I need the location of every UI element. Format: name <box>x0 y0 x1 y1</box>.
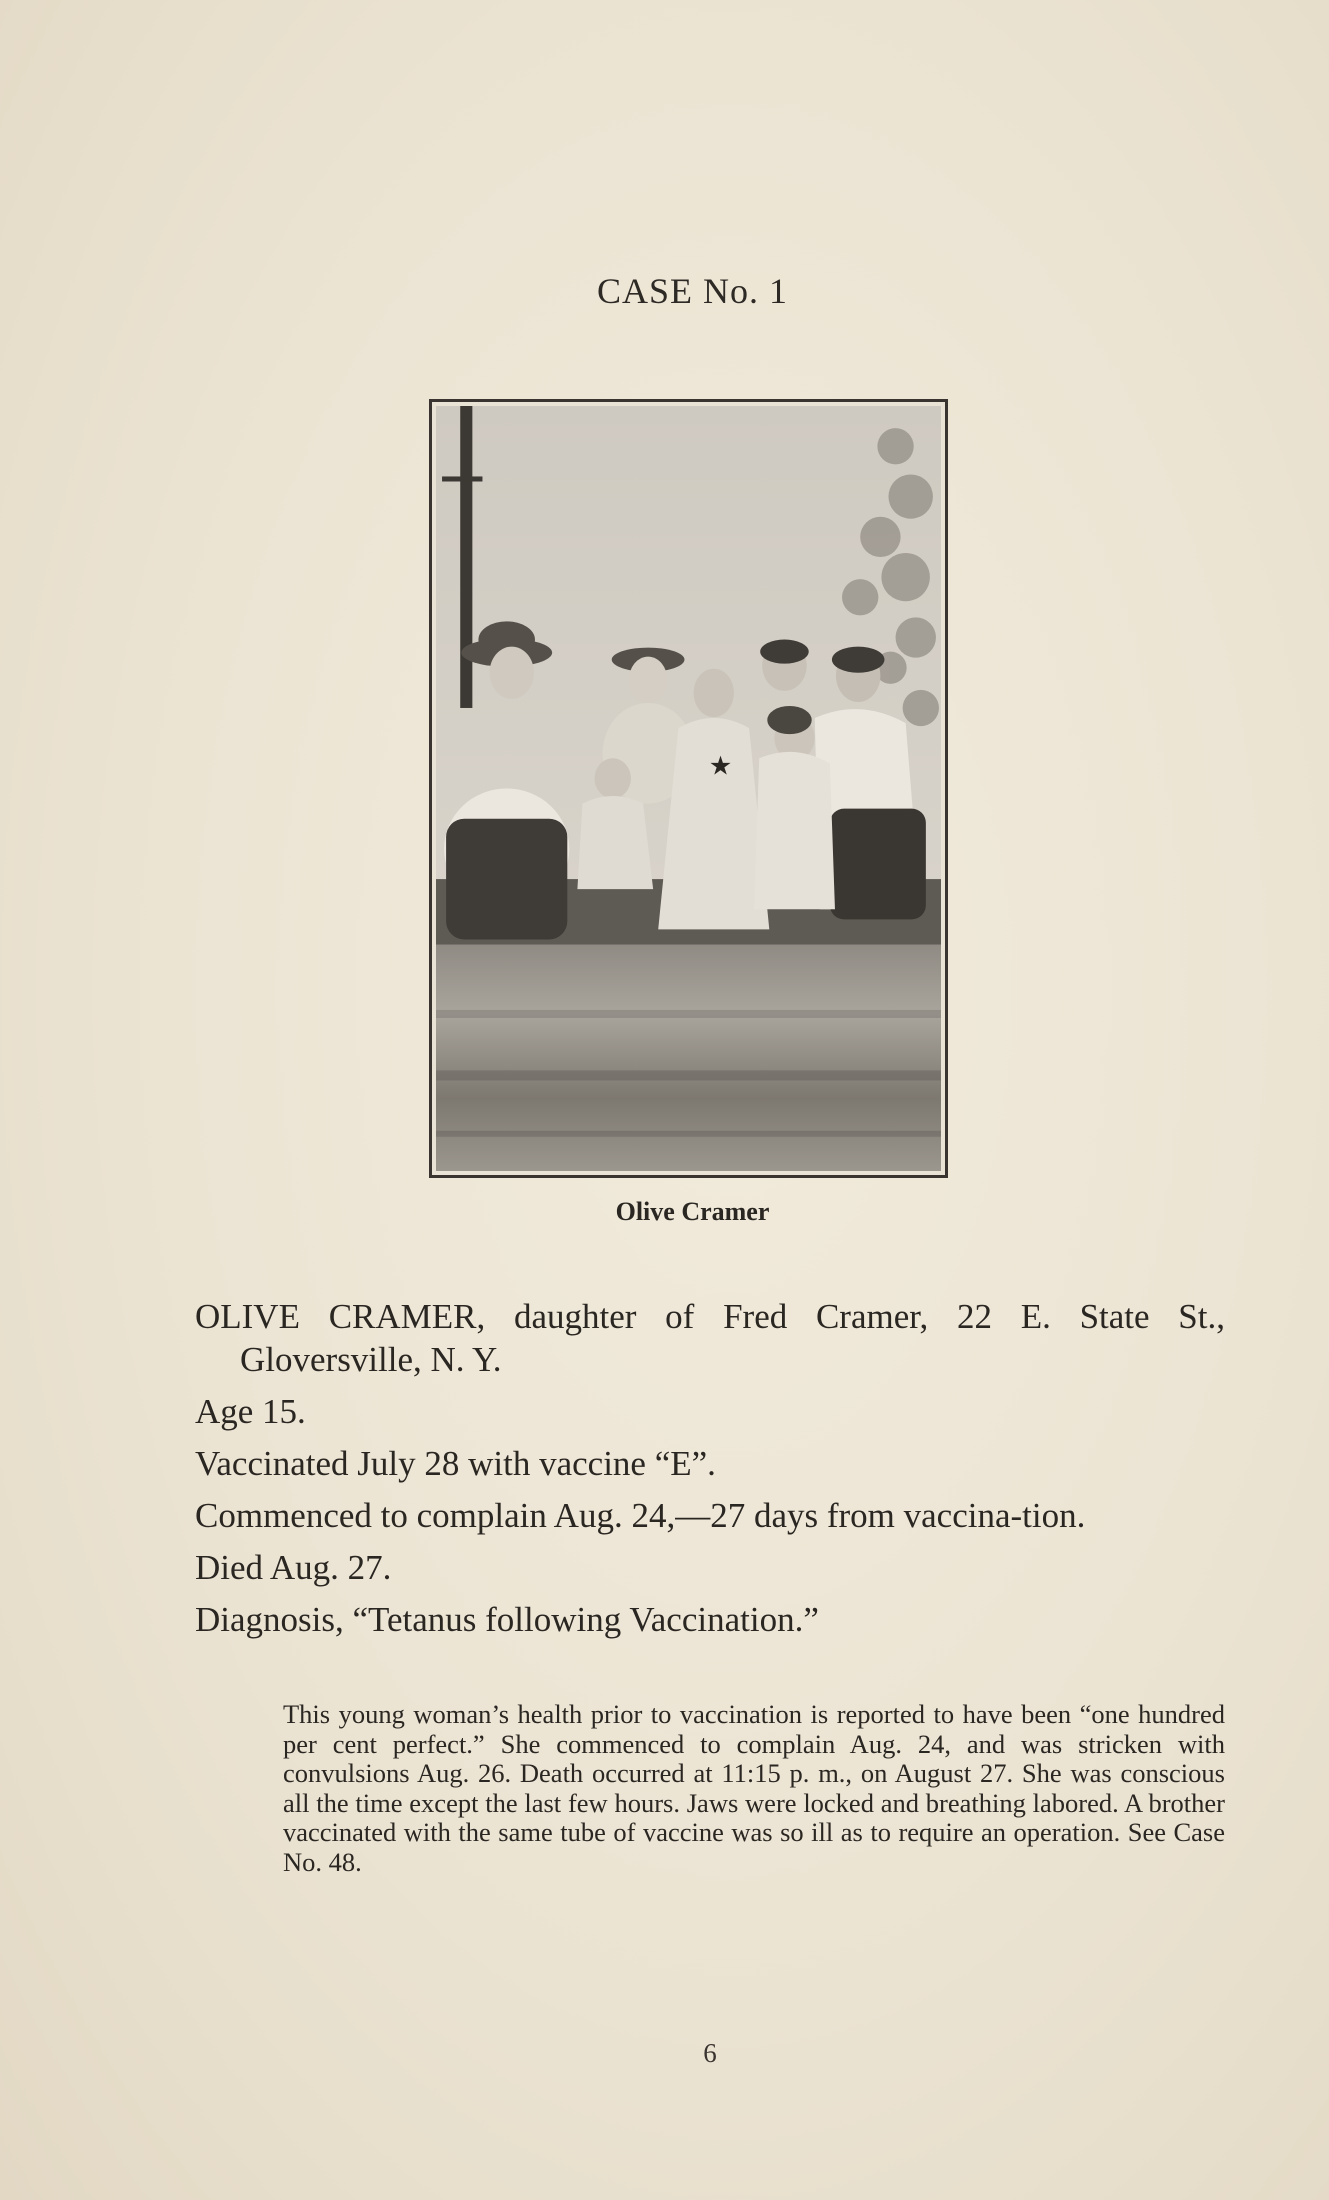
case-note: This young woman’s health prior to vaccination is reported to have been “one hundred per cent perfect.” She commenced to complain Aug. 24, and was stricken with convulsions Aug. 26. Death occurred at 11:15 p. m., on August 27. She was conscious all the time except the last few hours. Jaws were locked and breathing labored. A brother vaccinated with the same tube of vaccine was so ill as to require an operation. See Case No. 48. <box>283 1699 1225 1877</box>
fact-name-address: OLIVE CRAMER, daughter of Fred Cramer, 22 E. State St., Gloversville, N. Y. <box>195 1297 1225 1379</box>
group-photograph <box>436 406 941 1171</box>
fact-diagnosis: Diagnosis, “Tetanus following Vaccination.” <box>195 1600 819 1639</box>
photo-caption: Olive Cramer <box>615 1197 770 1226</box>
fact-age: Age 15. <box>195 1392 306 1431</box>
page-number: 6 <box>703 2038 717 2068</box>
fact-vaccinated: Vaccinated July 28 with vaccine “E”. <box>195 1444 716 1483</box>
fact-complained: Commenced to complain Aug. 24,—27 days from vaccina-tion. <box>195 1496 1086 1535</box>
photo-frame <box>429 399 948 1178</box>
case-heading: CASE No. 1 <box>596 271 789 311</box>
fact-died: Died Aug. 27. <box>195 1548 392 1587</box>
case-facts <box>195 1295 1225 1650</box>
svg-text:★: ★ <box>708 751 733 782</box>
utility-pole <box>460 406 472 708</box>
